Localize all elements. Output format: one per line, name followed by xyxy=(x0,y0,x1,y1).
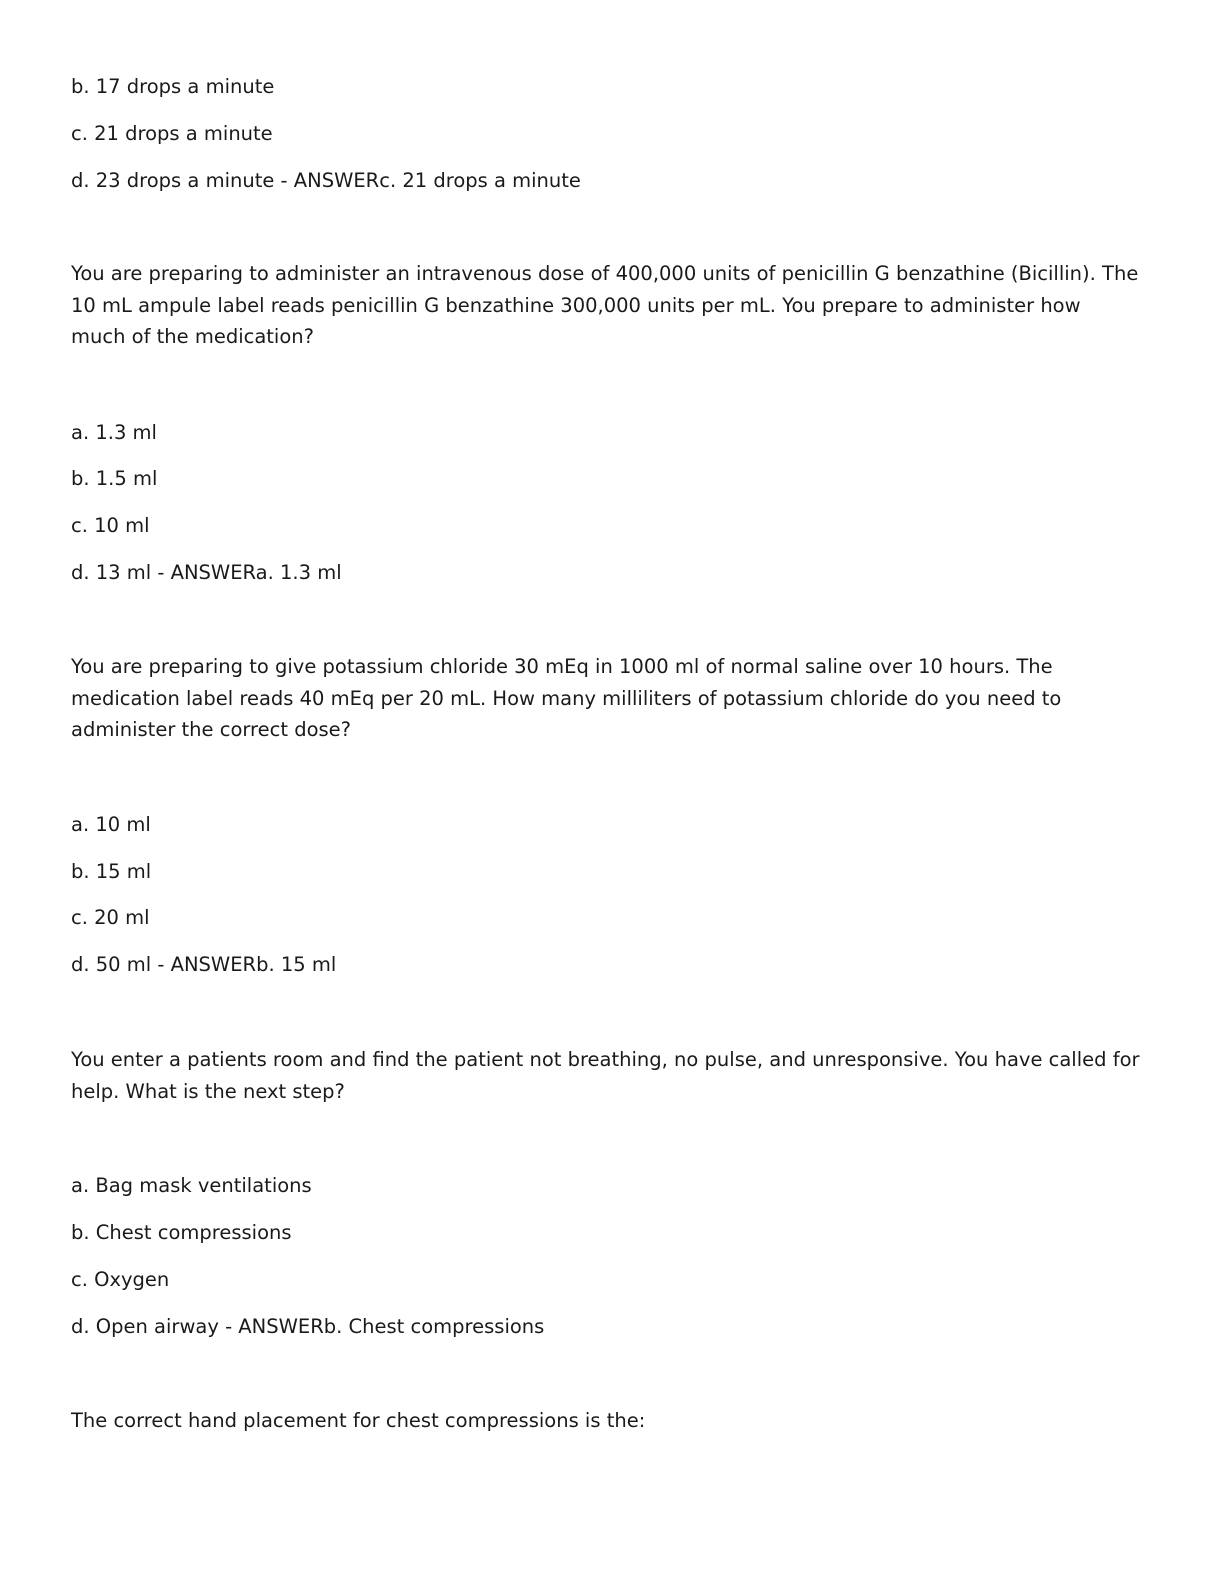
answer-option: c. Oxygen xyxy=(71,1268,170,1291)
answer-option: a. 1.3 ml xyxy=(71,421,157,444)
answer-option: b. 17 drops a minute xyxy=(71,75,275,98)
question-text: You enter a patients room and find the patient not breathing, no pulse, and unresponsive. You have called for help. What is the next step? xyxy=(71,1048,1140,1103)
question-text: The correct hand placement for chest compressions is the: xyxy=(71,1409,646,1432)
answer-option: a. 10 ml xyxy=(71,813,151,836)
answer-option: c. 10 ml xyxy=(71,514,150,537)
answer-option-with-answer: d. 23 drops a minute - ANSWERc. 21 drops a minute xyxy=(71,169,581,192)
question-text: You are preparing to administer an intravenous dose of 400,000 units of penicillin G benzathine (Bicillin). The 10 mL ampule label reads penicillin G benzathine 300,000 units per mL. You prepare to administer how much of the medication? xyxy=(71,262,1139,348)
answer-option-with-answer: d. 13 ml - ANSWERa. 1.3 ml xyxy=(71,561,342,584)
answer-option: b. 15 ml xyxy=(71,860,152,883)
answer-option: b. Chest compressions xyxy=(71,1221,292,1244)
answer-option: c. 21 drops a minute xyxy=(71,122,273,145)
answer-option: c. 20 ml xyxy=(71,906,150,929)
answer-option-with-answer: d. 50 ml - ANSWERb. 15 ml xyxy=(71,953,337,976)
answer-option-with-answer: d. Open airway - ANSWERb. Chest compressions xyxy=(71,1315,545,1338)
answer-option: b. 1.5 ml xyxy=(71,467,158,490)
question-text: You are preparing to give potassium chloride 30 mEq in 1000 ml of normal saline over 10 hours. The medication label reads 40 mEq per 20 mL. How many milliliters of potassium chloride do you need to administer the correct dose? xyxy=(71,655,1062,741)
answer-option: a. Bag mask ventilations xyxy=(71,1174,312,1197)
